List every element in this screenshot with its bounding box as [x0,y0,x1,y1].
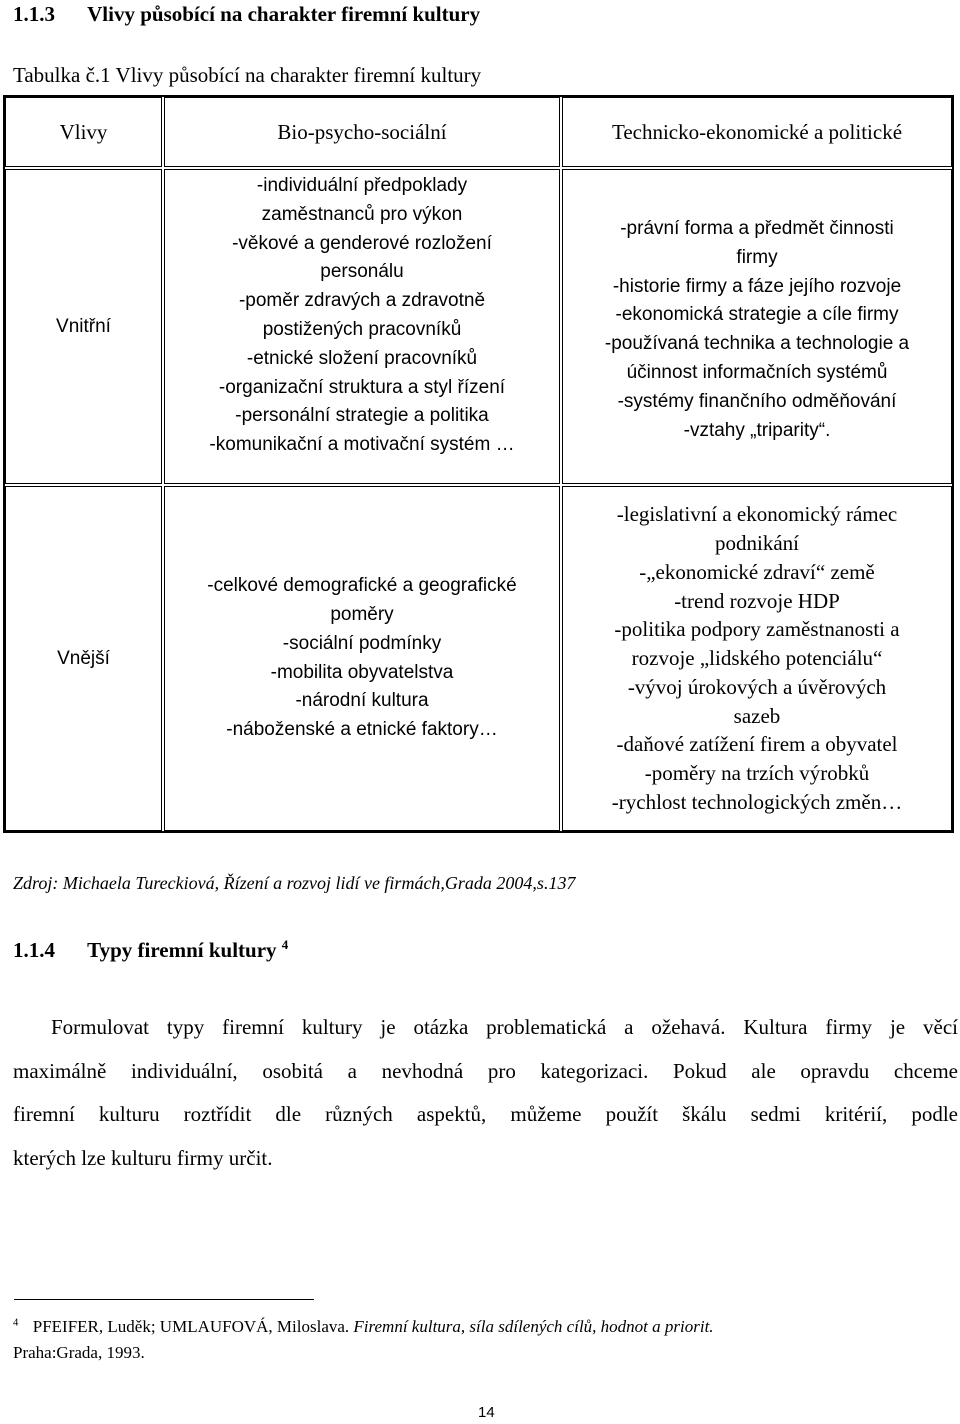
text-line: -politika podpory zaměstnanosti a [614,617,900,642]
text-line: -mobilita obyvatelstva [270,661,454,683]
section-number: 1.1.4 [13,938,55,962]
text-line: -individuální předpoklady [256,175,468,196]
page-number: 14 [478,1404,495,1421]
paragraph-line: firemní kulturu roztřídit dle různých aspektů, můžeme použít škálu sedmi kritérií, podle [13,1102,958,1126]
text-line: -národní kultura [295,690,429,712]
table-source: Zdroj: Michaela Tureckiová, Řízení a rozvoj lidí ve firmách,Grada 2004,s.137 [13,873,576,893]
footnote-ref: 4 [281,937,289,952]
row-label-external: Vnější [5,486,162,831]
text-line: -etnické složení pracovníků [246,347,478,369]
paragraph-line: Formulovat typy firemní kultury je otázka problematická a ožehavá. Kultura firmy je věcí [51,1015,958,1039]
text-line: -„ekonomické zdraví“ země [639,559,875,584]
section-number: 1.1.3 [13,2,55,26]
text-line: -rychlost technologických změn… [611,790,903,815]
header-cell-vlivy: Vlivy [5,97,162,167]
text-line: -celkové demografické a geografické [207,575,517,597]
row-label-internal: Vnitřní [5,169,162,484]
text-line: -náboženské a etnické faktory… [226,719,498,741]
cell-internal-bio [164,169,560,484]
section-title: Typy firemní kultury [87,938,277,962]
text-line: sazeb [733,703,781,728]
text-line: poměry [330,603,394,625]
text-line: -ekonomická strategie a cíle firmy [615,304,899,326]
text-line: -poměry na trzích výrobků [644,761,870,786]
text-line: -systémy finančního odměňování [617,390,897,412]
table-caption: Tabulka č.1 Vlivy působící na charakter firemní kultury [13,63,482,87]
section-title: Vlivy působící na charakter firemní kultury [87,2,481,26]
text-line: -právní forma a předmět činnosti [620,218,894,239]
text-line: -vztahy „triparity“. [683,419,831,441]
text-line: -poměr zdravých a zdravotně [238,290,486,312]
text-line: -trend rozvoje HDP [674,588,840,613]
text-line: firmy [736,246,778,268]
text-line: -používaná technika a technologie a [604,333,910,355]
header-cell-tech: Technicko-ekonomické a politické [562,97,952,167]
paragraph-line: kterých lze kulturu firmy určit. [13,1146,273,1170]
paragraph-line: maximálně individuální, osobitá a nevhodná pro kategorizaci. Pokud ale opravdu chceme [13,1059,958,1083]
influences-table [3,95,954,833]
text-line: -historie firmy a fáze jejího rozvoje [612,275,902,297]
text-line: -legislativní a ekonomický rámec [616,502,898,527]
footnote-mark: 4 [13,1317,19,1329]
cell-external-bio [164,486,560,831]
cell-internal-tech [562,169,952,484]
text-line: -daňové zatížení firem a obyvatel [616,732,898,757]
section-heading-1-1-4 [13,938,288,963]
footnote-title: Firemní kultura, síla sdílených cílů, hodnot a priorit. [353,1317,714,1336]
footnote [13,1317,714,1337]
text-line: -personální strategie a politika [235,405,489,427]
section-heading-1-1-3 [13,2,480,27]
text-line: -organizační struktura a styl řízení [218,376,506,398]
text-line: postižených pracovníků [262,318,462,340]
footnote-authors: PFEIFER, Luděk; UMLAUFOVÁ, Miloslava. [32,1317,350,1336]
text-line: -věkové a genderové rozložení [232,232,492,254]
footnote-publisher: Praha:Grada, 1993. [13,1343,145,1362]
text-line: zaměstnanců pro výkon [261,203,463,225]
header-cell-bio: Bio-psycho-sociální [164,97,560,167]
text-line: rozvoje „lidského potenciálu“ [631,646,883,671]
text-line: účinnost informačních systémů [626,361,888,383]
text-line: personálu [320,261,404,283]
text-line: podnikání [715,530,799,555]
text-line: -komunikační a motivační systém … [209,434,515,456]
text-line: -vývoj úrokových a úvěrových [627,674,887,699]
footnote-separator [14,1299,314,1300]
cell-external-tech [562,486,952,831]
text-line: -sociální podmínky [282,632,442,654]
